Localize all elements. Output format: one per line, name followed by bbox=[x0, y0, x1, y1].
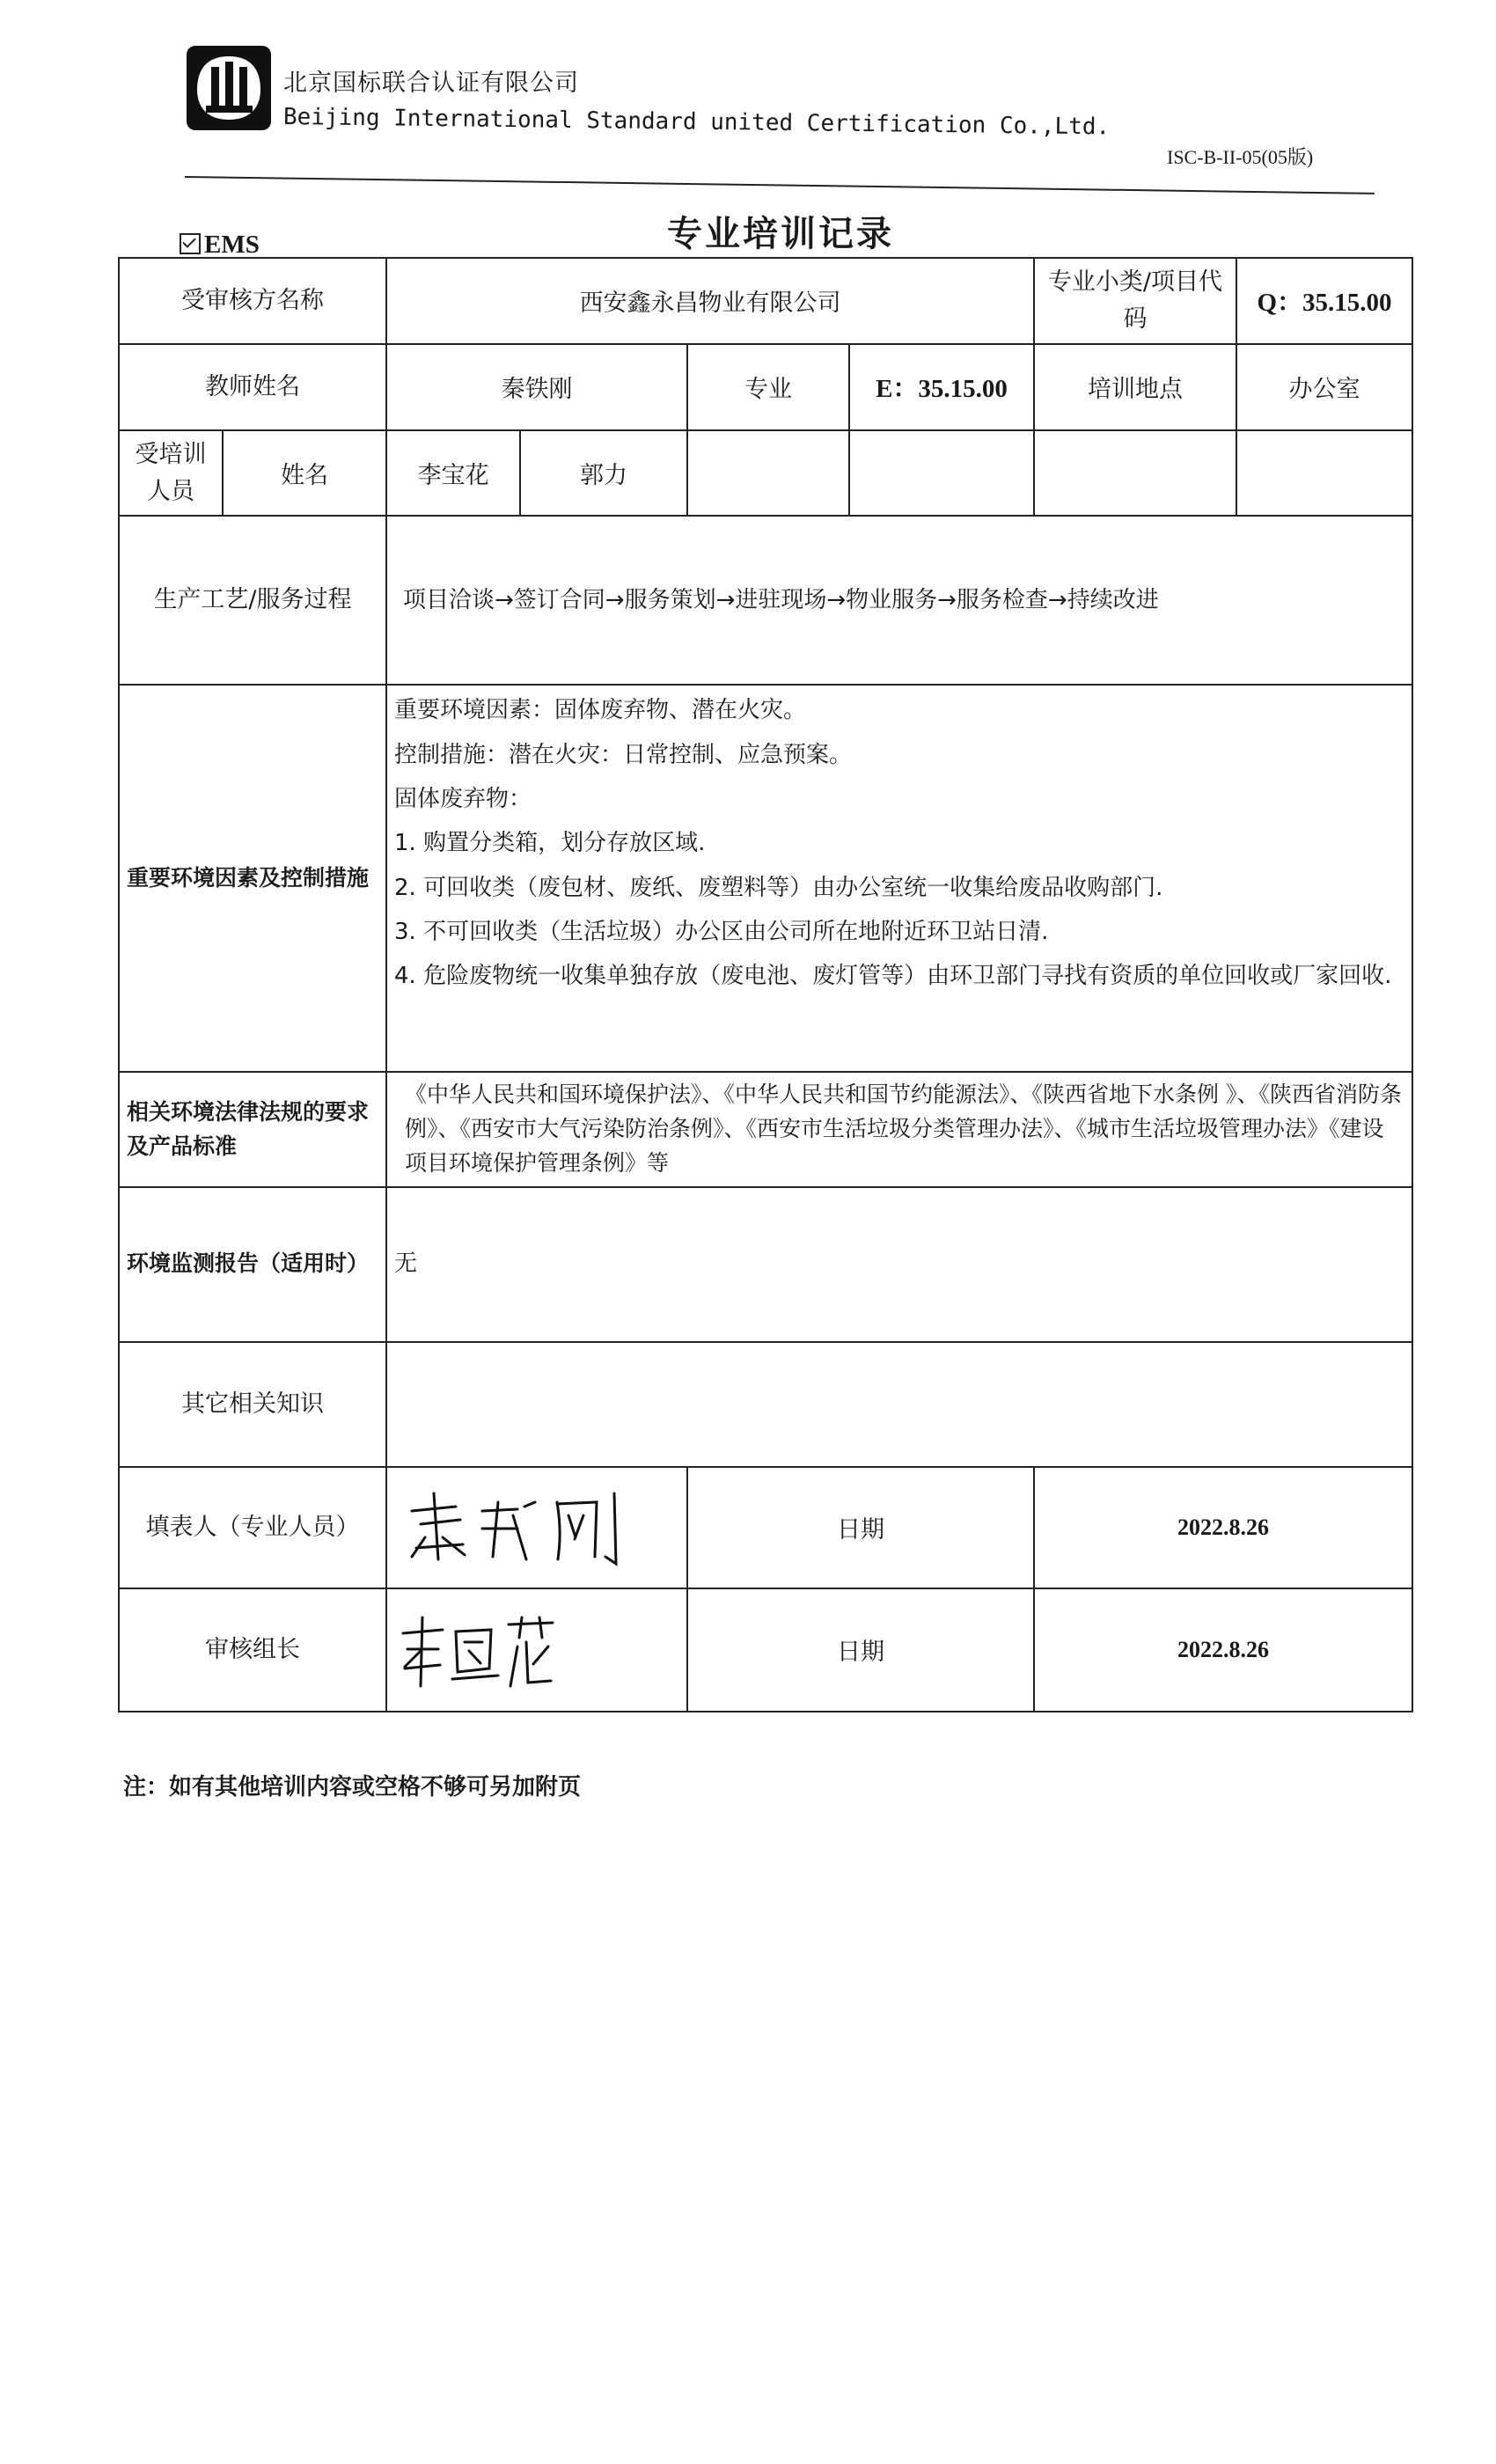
row-monitor bbox=[119, 1187, 1412, 1342]
leader-date-label: 日期 bbox=[687, 1588, 1034, 1712]
other-label: 其它相关知识 bbox=[119, 1342, 386, 1467]
handwritten-signature-icon bbox=[394, 1598, 658, 1695]
category-value: Q：35.15.00 bbox=[1236, 258, 1412, 344]
ems-checkbox-label bbox=[180, 231, 260, 260]
trainee-2: 郭力 bbox=[520, 430, 687, 517]
env-line: 控制措施：潜在火灾：日常控制、应急预案。 bbox=[394, 741, 853, 768]
row-auditee bbox=[119, 258, 1412, 344]
monitor-label: 环境监测报告（适用时） bbox=[119, 1187, 386, 1342]
other-value bbox=[386, 1342, 1412, 1467]
company-name-en: Beijing International Standard united Certification Co.,Ltd. bbox=[282, 104, 1111, 141]
env-line: 重要环境因素：固体废弃物、潜在火灾。 bbox=[394, 697, 807, 724]
major-label: 专业 bbox=[687, 344, 849, 430]
trainee-name-label: 姓名 bbox=[223, 430, 386, 517]
leader-signature bbox=[386, 1588, 687, 1712]
location-value: 办公室 bbox=[1236, 344, 1412, 430]
leader-label: 审核组长 bbox=[119, 1588, 386, 1712]
handwritten-signature-icon bbox=[394, 1476, 658, 1573]
teacher-label: 教师姓名 bbox=[119, 344, 386, 430]
row-filler bbox=[119, 1467, 1412, 1588]
company-name-cn: 北京国标联合认证有限公司 bbox=[283, 70, 579, 97]
env-line: 2. 可回收类（废包材、废纸、废塑料等）由办公室统一收集给废品收购部门. bbox=[394, 874, 1163, 901]
leader-date: 2022.8.26 bbox=[1034, 1588, 1412, 1712]
env-line: 4. 危险废物统一收集单独存放（废电池、废灯管等）由环卫部门寻找有资质的单位回收或厂家回收. bbox=[394, 963, 1392, 990]
trainee-empty-1 bbox=[687, 430, 849, 517]
env-line: 1. 购置分类箱，划分存放区域. bbox=[394, 830, 706, 857]
footnote: 注：如有其他培训内容或空格不够可另加附页 bbox=[123, 1774, 582, 1800]
checkbox-checked-icon bbox=[180, 233, 201, 254]
trainee-empty-3 bbox=[1034, 430, 1236, 517]
law-label: 相关环境法律法规的要求及产品标准 bbox=[119, 1072, 386, 1186]
teacher-value: 秦铁刚 bbox=[386, 344, 687, 430]
row-trainees bbox=[119, 430, 1412, 517]
law-value: 《中华人民共和国环境保护法》、《中华人民共和国节约能源法》、《陕西省地下水条例 》、《陕西省消防条例》、《西安市大气污染防治条例》、《西安市生活垃圾分类管理办法》、《城市生活垃圾管理办法》《建设项目环境保护管理条例》等 bbox=[386, 1072, 1412, 1186]
auditee-value: 西安鑫永昌物业有限公司 bbox=[386, 258, 1034, 344]
filler-label: 填表人（专业人员） bbox=[119, 1467, 386, 1588]
document-title: 专业培训记录 bbox=[667, 214, 894, 254]
row-environment bbox=[119, 685, 1412, 1072]
process-label: 生产工艺/服务过程 bbox=[119, 516, 386, 685]
env-line: 3. 不可回收类（生活垃圾）办公区由公司所在地附近环卫站日清. bbox=[394, 918, 1049, 945]
filler-date-label: 日期 bbox=[687, 1467, 1034, 1588]
auditee-label: 受审核方名称 bbox=[119, 258, 386, 344]
category-label: 专业小类/项目代码 bbox=[1034, 258, 1236, 344]
major-value: E：35.15.00 bbox=[849, 344, 1034, 430]
env-value bbox=[386, 685, 1412, 1072]
trainee-empty-4 bbox=[1236, 430, 1412, 517]
training-record-table bbox=[118, 257, 1412, 1712]
header-divider bbox=[185, 176, 1375, 194]
trainee-1: 李宝花 bbox=[386, 430, 520, 517]
ems-text: EMS bbox=[204, 231, 260, 259]
env-label: 重要环境因素及控制措施 bbox=[119, 685, 386, 1072]
location-label: 培训地点 bbox=[1034, 344, 1236, 430]
row-leader bbox=[119, 1588, 1412, 1712]
company-logo-icon bbox=[185, 44, 273, 132]
form-code: ISC-B-II-05(05版) bbox=[1167, 146, 1314, 168]
row-other bbox=[119, 1342, 1412, 1467]
monitor-value: 无 bbox=[386, 1187, 1412, 1342]
process-value: 项目洽谈→签订合同→服务策划→进驻现场→物业服务→服务检查→持续改进 bbox=[386, 516, 1412, 685]
filler-date: 2022.8.26 bbox=[1034, 1467, 1412, 1588]
row-teacher bbox=[119, 344, 1412, 430]
row-laws bbox=[119, 1072, 1412, 1186]
row-process bbox=[119, 516, 1412, 685]
filler-signature bbox=[386, 1467, 687, 1588]
trainee-empty-2 bbox=[849, 430, 1034, 517]
env-line: 固体废弃物： bbox=[394, 785, 532, 812]
trainee-label: 受培训人员 bbox=[119, 430, 223, 517]
